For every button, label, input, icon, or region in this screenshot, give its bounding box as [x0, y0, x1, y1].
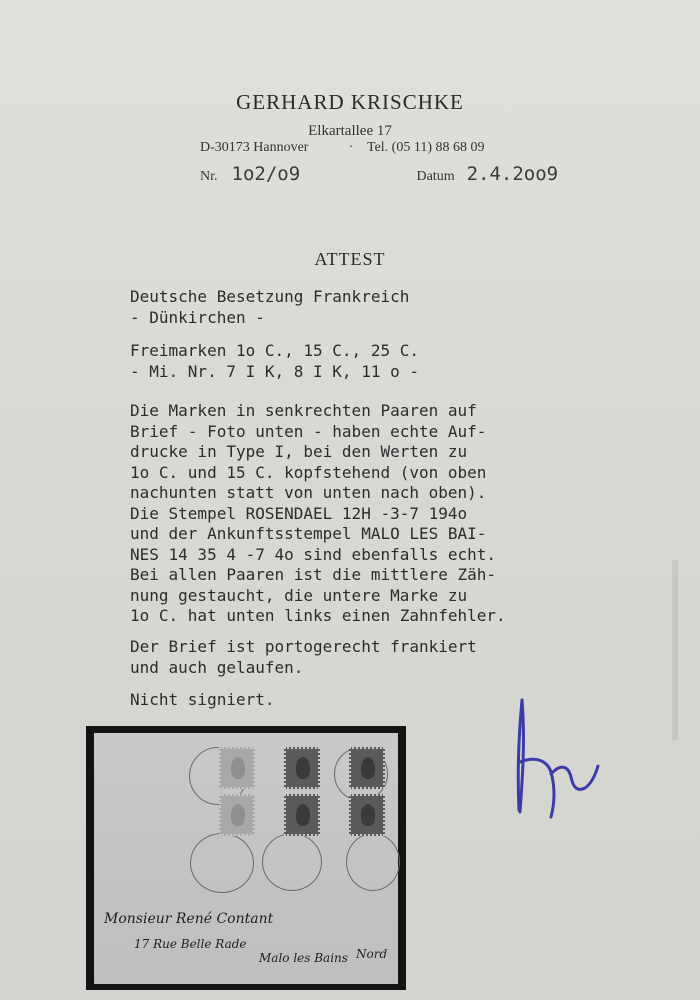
faint-side-stamp — [670, 560, 680, 740]
address-line: Nord — [356, 947, 388, 961]
body-line: nachunten statt von unten nach oben). — [130, 483, 487, 502]
address-line: Monsieur René Contant — [104, 911, 274, 927]
phone-number: Tel. (05 11) 88 68 09 — [367, 140, 485, 155]
stamp — [219, 794, 255, 836]
cover-photo — [86, 726, 406, 990]
postmark-circle — [262, 833, 322, 891]
body-line: und der Ankunftsstempel MALO LES BAI- — [130, 524, 487, 543]
reference-row — [200, 163, 558, 185]
body-line: Brief - Foto unten - haben echte Auf- — [130, 421, 487, 441]
stamp — [349, 794, 385, 836]
postage-line: und auch gelaufen. — [130, 657, 304, 677]
postage-line: Der Brief ist portogerecht frankiert — [130, 637, 477, 656]
company-name: GERHARD KRISCHKE — [236, 90, 464, 114]
letterhead — [0, 90, 700, 140]
body-line: NES 14 35 4 -7 4o sind ebenfalls echt. — [130, 544, 497, 564]
body-line: 1o C. und 15 C. kopfstehend (von oben — [130, 462, 487, 482]
signed-note: Nicht signiert. — [130, 690, 275, 709]
nr-value: 1o2/o9 — [231, 163, 301, 185]
stamp — [349, 747, 385, 789]
subject-block — [130, 287, 409, 328]
body-line: 1o C. hat unten links einen Zahnfehler. — [130, 606, 506, 625]
body-line: Die Marken in senkrechten Paaren auf — [130, 401, 477, 420]
datum-value: 2.4.2oo9 — [466, 163, 559, 185]
stamp — [219, 747, 255, 789]
subject-line: Deutsche Besetzung Frankreich — [130, 287, 410, 306]
stamps-block — [130, 341, 419, 382]
body-block — [130, 401, 506, 627]
postmark-circle — [190, 833, 254, 893]
separator-dot: · — [348, 140, 354, 155]
signature — [505, 692, 605, 832]
body-line: Die Stempel ROSENDAEL 12H -3-7 194o — [130, 503, 468, 523]
subject-line: - Dünkirchen - — [130, 307, 265, 327]
nr-label: Nr. — [200, 169, 218, 184]
stamp — [284, 794, 320, 836]
stamps-line: Freimarken 1o C., 15 C., 25 C. — [130, 341, 419, 360]
datum-label: Datum — [416, 169, 455, 184]
address-line: 17 Rue Belle Rade — [134, 937, 247, 951]
attest-title: ATTEST — [314, 249, 386, 269]
address-line: Malo les Bains — [259, 951, 348, 965]
postage-block — [130, 637, 477, 678]
city-address: D-30173 Hannover — [200, 140, 309, 155]
street-address: Elkartallee 17 — [308, 123, 392, 139]
envelope — [94, 733, 398, 984]
contact-line — [200, 140, 484, 156]
stamps-line: - Mi. Nr. 7 I K, 8 I K, 11 o - — [130, 361, 419, 381]
body-line: Bei allen Paaren ist die mittlere Zäh- — [130, 565, 497, 584]
body-line: nung gestaucht, die untere Marke zu — [130, 585, 468, 605]
postmark-circle — [346, 833, 400, 891]
stamp — [284, 747, 320, 789]
body-line: drucke in Type I, bei den Werten zu — [130, 442, 468, 461]
